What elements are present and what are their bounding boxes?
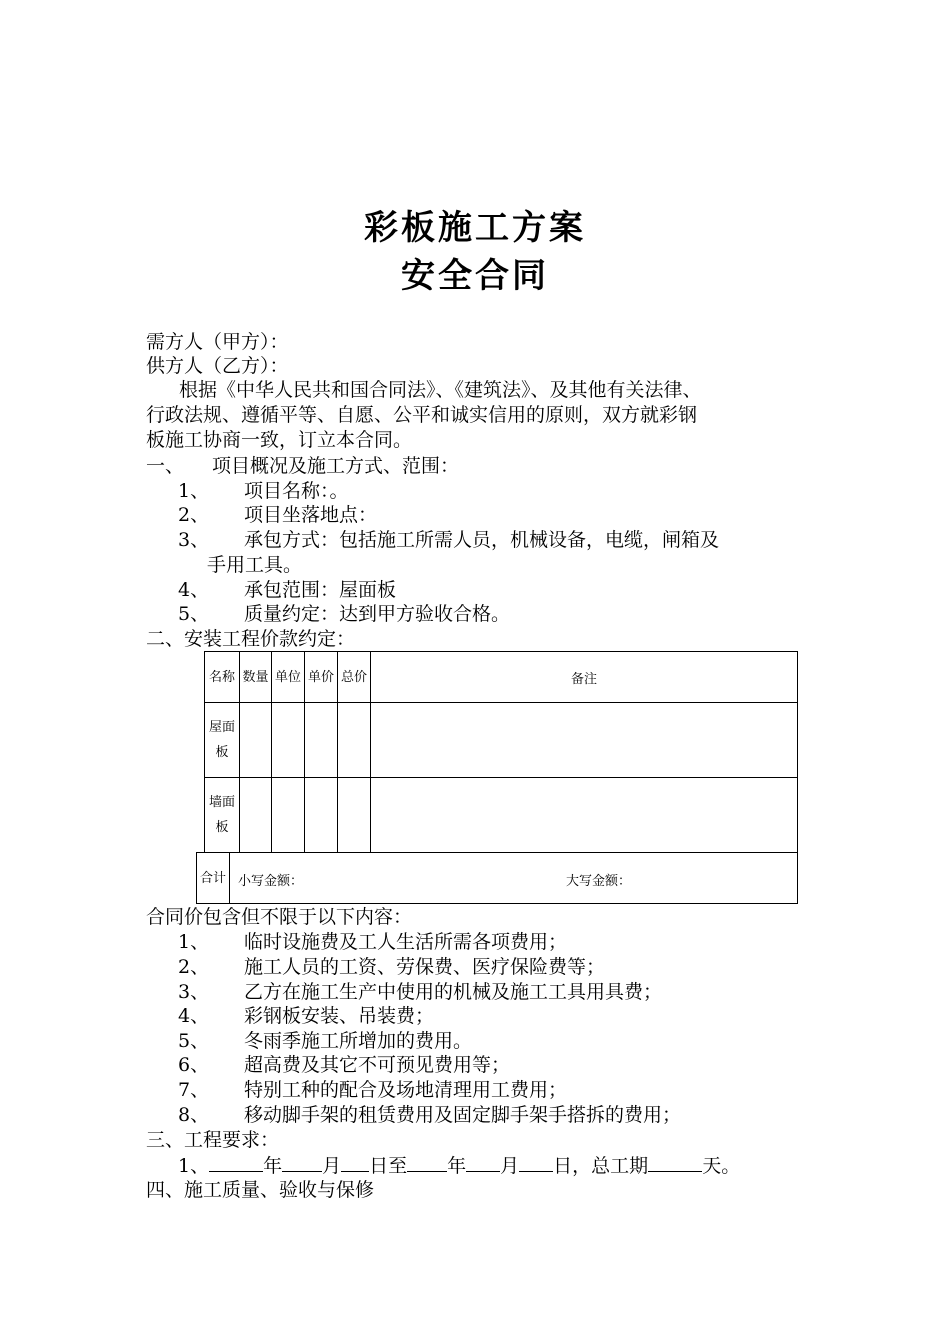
header-cell <box>205 652 240 703</box>
item-number: 3、 <box>178 529 210 551</box>
list-item <box>178 1103 681 1127</box>
schedule-day-2: 日，总工期 <box>553 1155 649 1177</box>
item-text: 质量约定：达到甲方验收合格。 <box>244 603 511 625</box>
price-table <box>204 651 798 853</box>
section1-item <box>178 503 377 527</box>
item-text: 乙方在施工生产中使用的机械及施工工具用具费； <box>244 981 663 1003</box>
empty-cell <box>338 778 371 853</box>
item-number: 2、 <box>178 956 210 978</box>
item-text: 施工人员的工资、劳保费、医疗保险费等； <box>244 956 606 978</box>
section1-item <box>178 479 349 503</box>
total-table <box>196 852 798 904</box>
row-label-cell <box>205 778 240 853</box>
price-includes-heading: 合同价包含但不限于以下内容： <box>146 906 413 928</box>
item-text: 项目名称：。 <box>244 480 349 502</box>
item-number: 5、 <box>178 1030 210 1052</box>
item-number: 4、 <box>178 1005 210 1027</box>
empty-cell <box>371 703 798 778</box>
amount-cell <box>230 853 798 904</box>
list-item <box>178 955 605 979</box>
list-item <box>178 1004 434 1028</box>
empty-cell <box>305 778 338 853</box>
total-row <box>197 853 798 904</box>
item-number: 4、 <box>178 579 210 601</box>
party-b-label: 供方人（乙方）： <box>146 355 289 377</box>
list-item <box>178 1053 510 1077</box>
header-quantity: 数量 <box>242 669 269 685</box>
empty-cell <box>371 778 798 853</box>
title-line-1: 彩板施工方案 <box>364 208 586 248</box>
schedule-month-1: 月 <box>322 1155 342 1177</box>
header-cell <box>371 652 798 703</box>
section3-heading: 三、工程要求： <box>146 1129 280 1151</box>
list-item <box>178 930 567 954</box>
schedule-month-2: 月 <box>500 1155 520 1177</box>
header-unit-price: 单价 <box>307 669 334 685</box>
item-text: 承包范围：屋面板 <box>244 579 397 601</box>
empty-cell <box>240 778 272 853</box>
row-label-cell <box>205 703 240 778</box>
header-remarks: 备注 <box>570 671 597 687</box>
item-text: 项目坐落地点： <box>244 504 378 526</box>
item-text: 超高费及其它不可预见费用等； <box>244 1054 511 1076</box>
section1-heading-text: 项目概况及施工方式、范围： <box>212 455 460 477</box>
list-item <box>178 1029 472 1053</box>
item-number: 1、 <box>178 931 210 953</box>
blank-field[interactable] <box>282 1153 322 1172</box>
schedule-days: 天。 <box>702 1155 741 1177</box>
header-name: 名称 <box>208 669 235 685</box>
section1-item <box>178 578 396 602</box>
preamble-line-1: 根据《中华人民共和国合同法》、《建筑法》、及其他有关法律、 <box>179 379 702 401</box>
section1-heading-num: 一、 <box>146 455 185 477</box>
title-line-2: 安全合同 <box>401 256 549 296</box>
item-number: 7、 <box>178 1079 210 1101</box>
blank-field[interactable] <box>519 1153 553 1172</box>
blank-field[interactable] <box>341 1153 369 1172</box>
empty-cell <box>240 703 272 778</box>
list-item <box>178 1078 567 1102</box>
schedule-year-1: 年 <box>263 1155 283 1177</box>
list-item <box>178 980 662 1004</box>
item-text: 移动脚手架的租赁费用及固定脚手架手搭拆的费用； <box>244 1104 682 1126</box>
item-text: 承包方式：包括施工所需人员，机械设备，电缆，闸箱及 <box>244 529 720 551</box>
schedule-line <box>178 1153 740 1178</box>
item-text: 特别工种的配合及场地清理用工费用； <box>244 1079 568 1101</box>
header-cell <box>240 652 272 703</box>
section1-item <box>178 528 719 552</box>
header-cell <box>338 652 371 703</box>
row-label-roof-panel: 屋面板 <box>208 720 235 760</box>
preamble-line-2: 行政法规、遵循平等、自愿、公平和诚实信用的原则，双方就彩钢 <box>146 404 698 426</box>
header-total-price: 总价 <box>340 669 367 685</box>
total-label-cell <box>197 853 230 904</box>
blank-field[interactable] <box>648 1153 702 1172</box>
schedule-year-2: 年 <box>447 1155 467 1177</box>
table-row <box>205 703 798 778</box>
row-label-wall-panel: 墙面板 <box>208 795 235 835</box>
blank-field[interactable] <box>209 1153 263 1172</box>
total-label: 合计 <box>199 870 226 886</box>
header-cell <box>305 652 338 703</box>
item-number: 5、 <box>178 603 210 625</box>
item-number: 1、 <box>178 480 210 502</box>
item-text: 冬雨季施工所增加的费用。 <box>244 1030 473 1052</box>
item-number: 6、 <box>178 1054 210 1076</box>
section1-item <box>178 602 510 626</box>
party-a-label: 需方人（甲方）： <box>146 331 289 353</box>
section1-heading <box>146 454 459 478</box>
section1-item-continuation: 手用工具。 <box>207 554 303 576</box>
table-row <box>205 778 798 853</box>
blank-field[interactable] <box>466 1153 500 1172</box>
large-amount-label: 大写金额： <box>566 874 632 889</box>
empty-cell <box>272 778 305 853</box>
empty-cell <box>338 703 371 778</box>
section4-heading: 四、施工质量、验收与保修 <box>146 1179 375 1201</box>
item-number: 8、 <box>178 1104 210 1126</box>
item-number: 3、 <box>178 981 210 1003</box>
schedule-day-1: 日至 <box>369 1155 408 1177</box>
empty-cell <box>272 703 305 778</box>
empty-cell <box>305 703 338 778</box>
section2-heading: 二、安装工程价款约定： <box>146 628 356 650</box>
small-amount-label: 小写金额： <box>238 874 304 889</box>
preamble-line-3: 板施工协商一致，订立本合同。 <box>146 429 413 451</box>
item-text: 彩钢板安装、吊装费； <box>244 1005 435 1027</box>
header-unit: 单位 <box>274 669 301 685</box>
item-text: 临时设施费及工人生活所需各项费用； <box>244 931 568 953</box>
blank-field[interactable] <box>407 1153 447 1172</box>
schedule-number: 1、 <box>178 1155 210 1177</box>
header-cell <box>272 652 305 703</box>
item-number: 2、 <box>178 504 210 526</box>
table-header-row <box>205 652 798 703</box>
